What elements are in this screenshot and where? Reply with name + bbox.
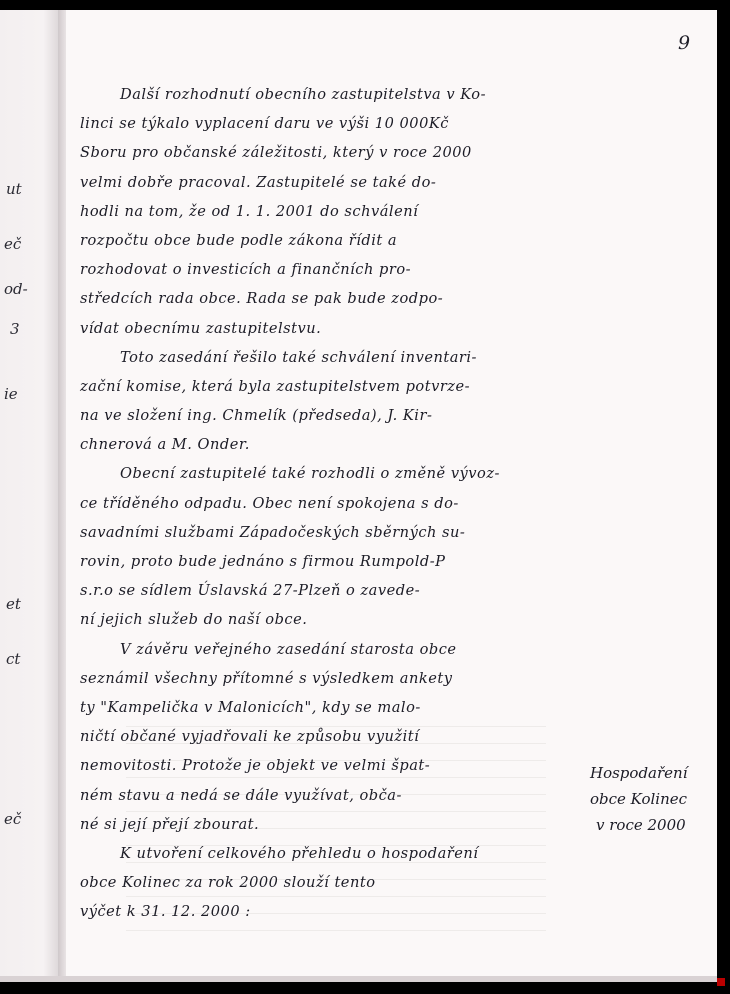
text-line: obce Kolinec za rok 2000 slouží tento: [80, 874, 376, 892]
left-fragment: ut: [6, 180, 22, 198]
text-line: velmi dobře pracoval. Zastupitelé se také do-: [80, 173, 437, 191]
left-fragment: ie: [4, 385, 18, 403]
text-line: ní jejich služeb do naší obce.: [80, 611, 308, 629]
text-line: zační komise, která byla zastupitelstvem potvrze-: [80, 377, 471, 395]
text-line: Obecní zastupitelé také rozhodli o změně vývoz-: [120, 465, 500, 483]
handwritten-text-block: [80, 80, 620, 926]
text-line: nemovitosti. Protože je objekt ve velmi špat-: [80, 757, 431, 775]
margin-note: [590, 760, 688, 838]
text-line: V závěru veřejného zasedání starosta obce: [120, 640, 457, 658]
text-line: savadními službami Západočeských sběrných su-: [80, 523, 466, 541]
text-line: ném stavu a nedá se dále využívat, obča-: [80, 786, 402, 804]
text-line: ty "Kampelička v Malonicích", kdy se malo-: [80, 698, 421, 716]
margin-note-line: obce Kolinec: [590, 790, 688, 808]
scan-corner-mark: [717, 978, 725, 986]
text-line: vídat obecnímu zastupitelstvu.: [80, 319, 322, 337]
text-line: hodli na tom, že od 1. 1. 2001 do schválení: [80, 202, 419, 220]
text-line: s.r.o se sídlem Úslavská 27-Plzeň o zavede-: [80, 582, 421, 600]
text-line: středcích rada obce. Rada se pak bude zodpo-: [80, 290, 444, 308]
text-line: chnerová a M. Onder.: [80, 436, 250, 454]
text-line: K utvoření celkového přehledu o hospodaření: [120, 844, 479, 862]
text-line: rozpočtu obce bude podle zákona řídit a: [80, 231, 398, 249]
left-fragment: eč: [4, 810, 22, 828]
text-line: rovin, proto bude jednáno s firmou Rumpold-P: [80, 553, 446, 570]
left-fragment: ct: [6, 650, 21, 668]
text-line: na ve složení ing. Chmelík (předseda), J. Kir-: [80, 407, 433, 425]
left-fragment: eč: [4, 235, 22, 253]
text-line: né si její přejí zbourat.: [80, 815, 260, 833]
left-fragment: od-: [4, 280, 28, 298]
text-line: Toto zasedání řešilo také schválení inventari-: [120, 348, 477, 366]
page-bottom-edge: [0, 976, 717, 982]
text-line: linci se týkalo vyplacení daru ve výši 10 000Kč: [80, 115, 449, 133]
text-line: Sboru pro občanské záležitosti, který v roce 2000: [80, 144, 472, 162]
left-fragment: 3: [10, 320, 20, 338]
text-line: seznámil všechny přítomné s výsledkem ankety: [80, 669, 453, 687]
text-line: Další rozhodnutí obecního zastupitelstva v Ko-: [120, 86, 487, 103]
margin-note-line: v roce 2000: [596, 816, 686, 834]
text-line: ce tříděného odpadu. Obec není spokojena s do-: [80, 494, 459, 512]
left-page-edge: [0, 10, 62, 982]
text-line: ničtí občané vyjadřovali ke způsobu využití: [80, 728, 420, 746]
left-fragment: et: [6, 595, 21, 613]
margin-note-line: Hospodaření: [590, 764, 688, 782]
text-line: výčet k 31. 12. 2000 :: [80, 903, 251, 921]
text-line: rozhodovat o investicích a finančních pro-: [80, 261, 412, 279]
page-number: 9: [678, 32, 691, 54]
